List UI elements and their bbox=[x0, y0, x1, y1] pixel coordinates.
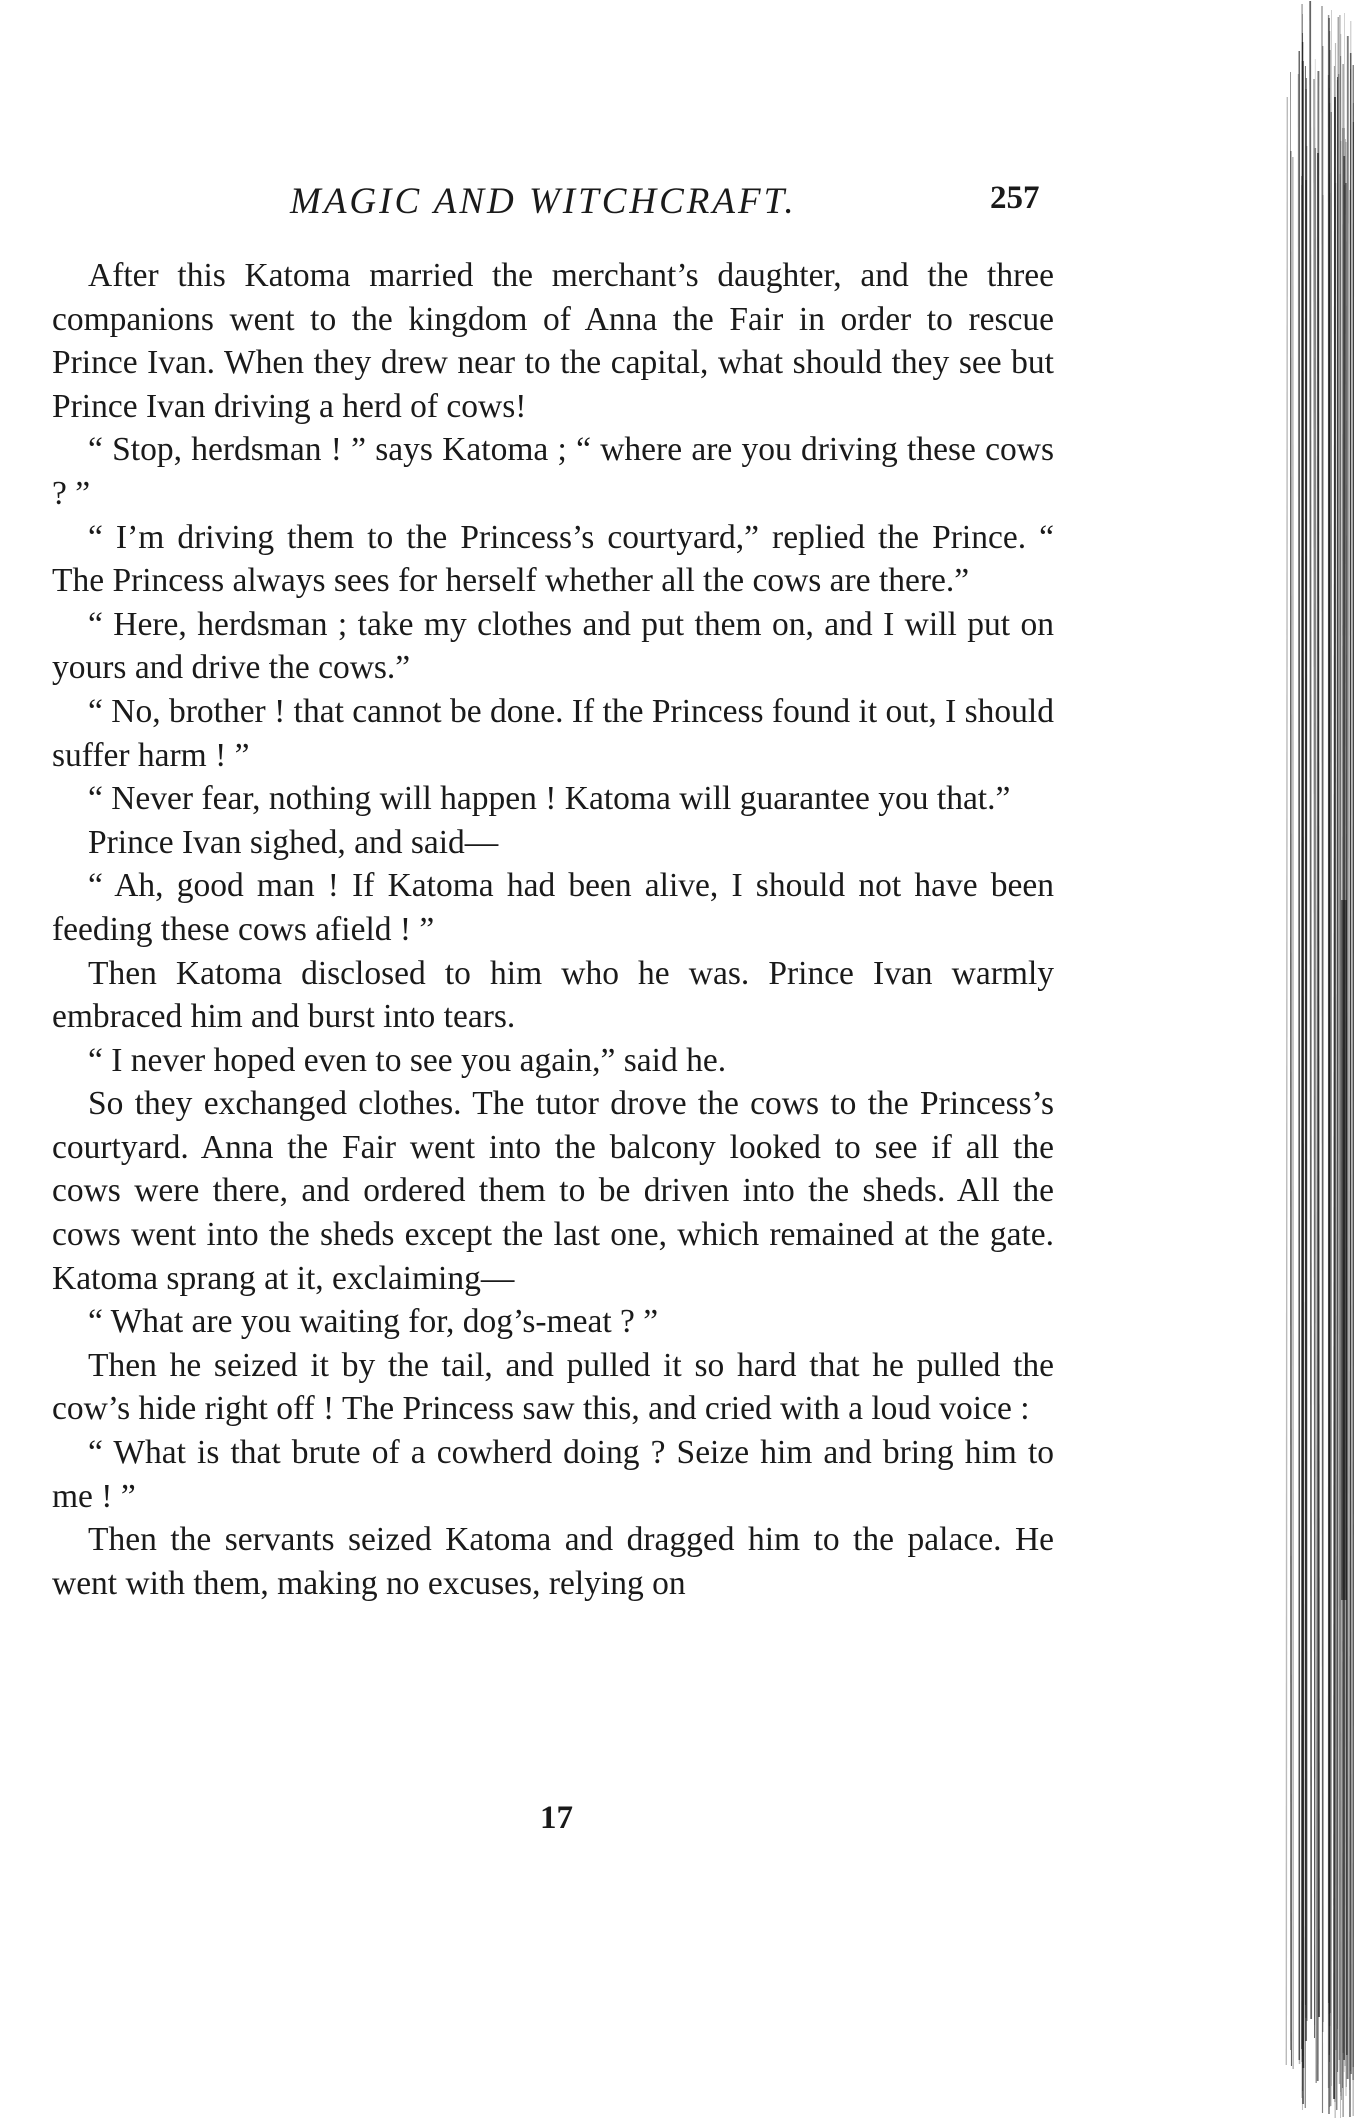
page-edge-gutter bbox=[1285, 0, 1357, 2120]
gutter-stroke bbox=[1310, 1, 1311, 2019]
paragraph: So they exchanged clothes. The tutor drove the cows to the Princess’s courtyard. Anna the Fair went into the balcony looked to see if all the cows were there, and ordered them to be driven into the sheds. All the cows went into the sheds except the last one, which remained at the gate. Katoma sprang at it, exclaiming— bbox=[52, 1085, 1054, 1297]
gutter-stroke bbox=[1291, 151, 1292, 2066]
gutter-stroke bbox=[1318, 71, 1319, 2081]
gutter-stroke bbox=[1339, 74, 1340, 2084]
paragraph: “ What are you waiting for, dog’s-meat ? ” bbox=[88, 1303, 659, 1341]
body-text bbox=[52, 254, 1054, 1605]
gutter-stroke bbox=[1306, 78, 1307, 2021]
paragraph: Then Katoma disclosed to him who he was. Prince Ivan warmly embraced him and burst into tears. bbox=[52, 954, 1054, 1036]
paragraph: Then he seized it by the tail, and pulled it so hard that he pulled the cow’s hide right off ! The Princess saw this, and cried with a loud voice : bbox=[52, 1346, 1054, 1428]
paragraph: Prince Ivan sighed, and said— bbox=[88, 823, 499, 861]
page-number: 257 bbox=[990, 180, 1040, 216]
paragraph: “ Ah, good man ! If Katoma had been alive, I should not have been feeding these cows afield ! ” bbox=[52, 867, 1054, 948]
paragraph: “ Stop, herdsman ! ” says Katoma ; “ where are you driving these cows ? ” bbox=[52, 431, 1054, 512]
paragraph: “ Never fear, nothing will happen ! Katoma will guarantee you that.” bbox=[88, 780, 1011, 818]
paragraph: “ I’m driving them to the Princess’s courtyard,” replied the Prince. “ The Princess always sees for herself whether all the cows are there.” bbox=[52, 518, 1054, 600]
paragraph: “ What is that brute of a cowherd doing ? Seize him and bring him to me ! ” bbox=[52, 1434, 1054, 1515]
paragraph: “ No, brother ! that cannot be done. If the Princess found it out, I should suffer harm ! ” bbox=[52, 692, 1054, 774]
gutter-stroke bbox=[1315, 148, 1316, 2083]
paragraph: “ Here, herdsman ; take my clothes and put them on, and I will put on yours and drive the cows.” bbox=[52, 605, 1054, 687]
gutter-shadow bbox=[1341, 900, 1347, 1600]
signature-mark: 17 bbox=[540, 1800, 573, 1836]
paragraph: After this Katoma married the merchant’s daughter, and the three companions went to the kingdom of Anna the Fair in order to rescue Prince Ivan. When they drew near to the capital, what should they see but Prince Ivan driving a herd of cows! bbox=[52, 257, 1054, 425]
running-title: MAGIC AND WITCHCRAFT. bbox=[290, 181, 797, 222]
gutter-stroke bbox=[1331, 112, 1332, 2106]
paragraph: Then the servants seized Katoma and dragged him to the palace. He went with them, making no excuses, relying on bbox=[52, 1521, 1054, 1602]
paragraph: “ I never hoped even to see you again,” said he. bbox=[88, 1041, 727, 1079]
